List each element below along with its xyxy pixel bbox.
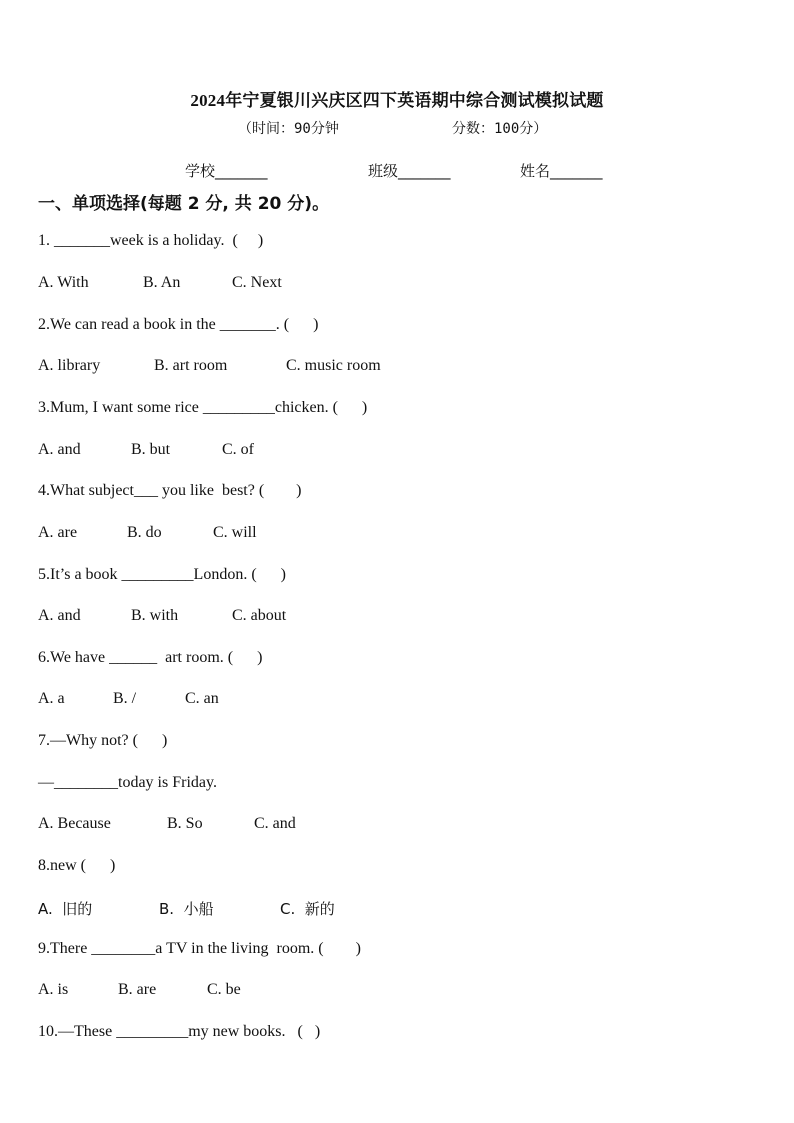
q7-option-b: B. So	[167, 815, 203, 832]
q8-option-b: B. 小船	[159, 900, 214, 918]
exam-score: 分数：100分）	[452, 121, 548, 137]
q6-option-a: A. a	[38, 690, 65, 707]
class-field: 班级_______	[368, 162, 451, 180]
page-title: 2024年宁夏银川兴庆区四下英语期中综合测试模拟试题	[190, 91, 604, 110]
q5-option-c: C. about	[232, 607, 287, 624]
q7-option-a: A. Because	[38, 815, 111, 832]
q1-option-b: B. An	[143, 274, 181, 291]
name-field: 姓名_______	[520, 162, 603, 180]
q3-option-c: C. of	[222, 441, 254, 458]
question-1: 1. _______week is a holiday. ( )	[38, 232, 264, 249]
q3-option-a: A. and	[38, 441, 81, 458]
q9-option-a: A. is	[38, 981, 69, 998]
exam-time: （时间：90分钟	[238, 121, 339, 137]
q7-option-c: C. and	[254, 815, 296, 832]
question-7: 7.—Why not? ( )	[38, 732, 168, 749]
q9-option-b: B. are	[118, 981, 157, 998]
q3-option-b: B. but	[131, 441, 171, 458]
question-9: 9.There ________a TV in the living room. ( )	[38, 940, 361, 957]
school-field: 学校_______	[185, 162, 268, 180]
question-3: 3.Mum, I want some rice _________chicken. ( )	[38, 399, 368, 416]
q1-option-c: C. Next	[232, 274, 282, 291]
q8-option-a: A. 旧的	[38, 900, 93, 918]
question-5: 5.It’s a book _________London. ( )	[38, 566, 286, 583]
question-7-answer-line: —________today is Friday.	[38, 774, 217, 791]
question-2: 2.We can read a book in the _______. ( )	[38, 316, 319, 333]
section-heading: 一、单项选择(每题 2 分, 共 20 分)。	[38, 194, 330, 214]
q4-option-a: A. are	[38, 524, 78, 541]
q5-option-a: A. and	[38, 607, 81, 624]
q4-option-b: B. do	[127, 524, 162, 541]
q6-option-b: B. /	[113, 690, 137, 707]
q6-option-c: C. an	[185, 690, 219, 707]
question-6: 6.We have ______ art room. ( )	[38, 649, 263, 666]
question-10: 10.—These _________my new books. ( )	[38, 1023, 321, 1040]
q2-option-c: C. music room	[286, 357, 381, 374]
q8-option-c: C. 新的	[280, 900, 335, 918]
question-4: 4.What subject___ you like best? ( )	[38, 482, 302, 499]
q2-option-a: A. library	[38, 357, 101, 374]
q2-option-b: B. art room	[154, 357, 228, 374]
q9-option-c: C. be	[207, 981, 241, 998]
q5-option-b: B. with	[131, 607, 179, 624]
question-8: 8.new ( )	[38, 857, 116, 874]
q1-option-a: A. With	[38, 274, 89, 291]
q4-option-c: C. will	[213, 524, 257, 541]
